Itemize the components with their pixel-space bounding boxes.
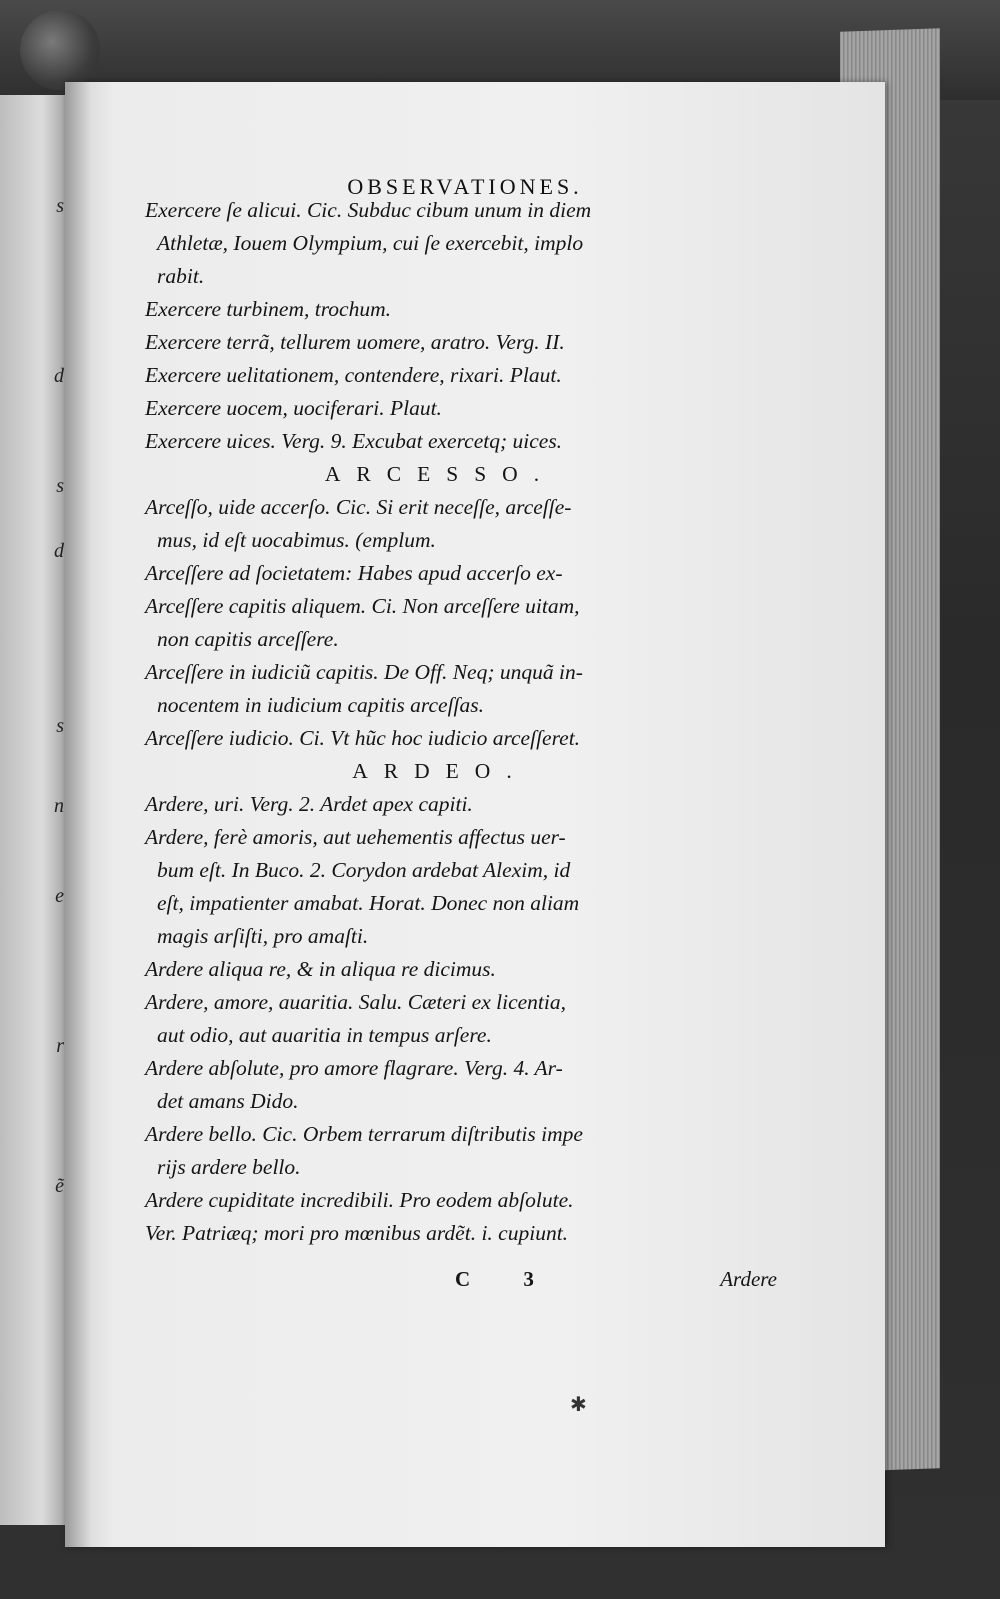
continuation-line: nocentem in iudicium capitis arceſſas.: [157, 693, 485, 717]
section-heading: ARDEO.: [352, 759, 528, 783]
entry-line: Arceſſere capitis aliquem. Ci. Non arceſſere uitam,: [145, 594, 580, 618]
left-page-fragment: ẽ: [55, 1175, 64, 1197]
left-page-fragments: [0, 95, 70, 1525]
continuation-line: bum eſt. In Buco. 2. Corydon ardebat Alexim, id: [157, 858, 571, 882]
book-page: [65, 82, 885, 1547]
entry-line: Ardere aliqua re, & in aliqua re dicimus.: [145, 957, 496, 981]
entry-line: Exercere terrã, tellurem uomere, aratro. Verg. II.: [145, 330, 565, 354]
ink-blot: ✱: [570, 1392, 587, 1416]
entry-line: Ardere bello. Cic. Orbem terrarum diſtributis impe: [145, 1122, 583, 1146]
entry-line: Ardere, uri. Verg. 2. Ardet apex capiti.: [145, 792, 473, 816]
text-block: [145, 194, 795, 1250]
continuation-line: Athletæ, Iouem Olympium, cui ſe exercebit, implo: [157, 231, 584, 255]
entry-line: Arceſſere iudicio. Ci. Vt hũc hoc iudicio arceſſeret.: [145, 726, 581, 750]
continuation-line: rijs ardere bello.: [157, 1155, 301, 1179]
entry-line: Arceſſere ad ſocietatem: Habes apud accerſo ex-: [145, 561, 563, 585]
entry-line: Arceſſo, uide accerſo. Cic. Si erit neceſſe, arceſſe-: [145, 495, 572, 519]
section-heading: ARCESSO.: [324, 462, 556, 486]
entry-line: Ardere cupiditate incredibili. Pro eodem abſolute.: [145, 1188, 574, 1212]
left-page-fragment: r: [56, 1035, 64, 1057]
left-page-fragment: d: [54, 540, 64, 562]
entry-line: Ardere, ferè amoris, aut uehementis affectus uer-: [145, 825, 566, 849]
left-page-fragment: s: [56, 715, 64, 737]
signature-mark: C 3: [455, 1267, 558, 1291]
gutter-shadow: [65, 82, 91, 1547]
entry-line: Exercere uocem, uociferari. Plaut.: [145, 396, 442, 420]
catchword: Ardere: [720, 1267, 777, 1291]
entry-line: Ardere, amore, auaritia. Salu. Cæteri ex licentia,: [145, 990, 566, 1014]
page-footer: [145, 1267, 795, 1297]
continuation-line: magis arſiſti, pro amaſti.: [157, 924, 369, 948]
continuation-line: eſt, impatienter amabat. Horat. Donec non aliam: [157, 891, 580, 915]
continuation-line: det amans Dido.: [157, 1089, 299, 1113]
running-header: OBSERVATIONES.: [347, 174, 583, 199]
left-page-fragment: s: [56, 195, 64, 217]
left-page-fragment: e: [55, 885, 64, 907]
continuation-line: non capitis arceſſere.: [157, 627, 339, 651]
continuation-line: aut odio, aut auaritia in tempus arſere.: [157, 1023, 492, 1047]
left-page-fragment: n: [54, 795, 64, 817]
left-page-fragment: d: [54, 365, 64, 387]
continuation-line: rabit.: [157, 264, 205, 288]
entry-line: Exercere turbinem, trochum.: [145, 297, 391, 321]
entry-line: Ardere abſolute, pro amore flagrare. Verg. 4. Ar-: [145, 1056, 563, 1080]
entry-line: Exercere ſe alicui. Cic. Subduc cibum unum in diem: [145, 198, 592, 222]
left-page-fragment: s: [56, 475, 64, 497]
entry-line: Arceſſere in iudiciũ capitis. De Off. Neq; unquã in-: [145, 660, 583, 684]
entry-line: Exercere uices. Verg. 9. Excubat exercetq; uices.: [145, 429, 563, 453]
continuation-line: mus, id eſt uocabimus. (emplum.: [157, 528, 436, 552]
binding-cord: [20, 10, 100, 90]
entry-line: Ver. Patriæq; mori pro mœnibus ardẽt. i. cupiunt.: [145, 1221, 569, 1245]
entry-line: Exercere uelitationem, contendere, rixari. Plaut.: [145, 363, 562, 387]
left-page-margin: [0, 95, 70, 1525]
